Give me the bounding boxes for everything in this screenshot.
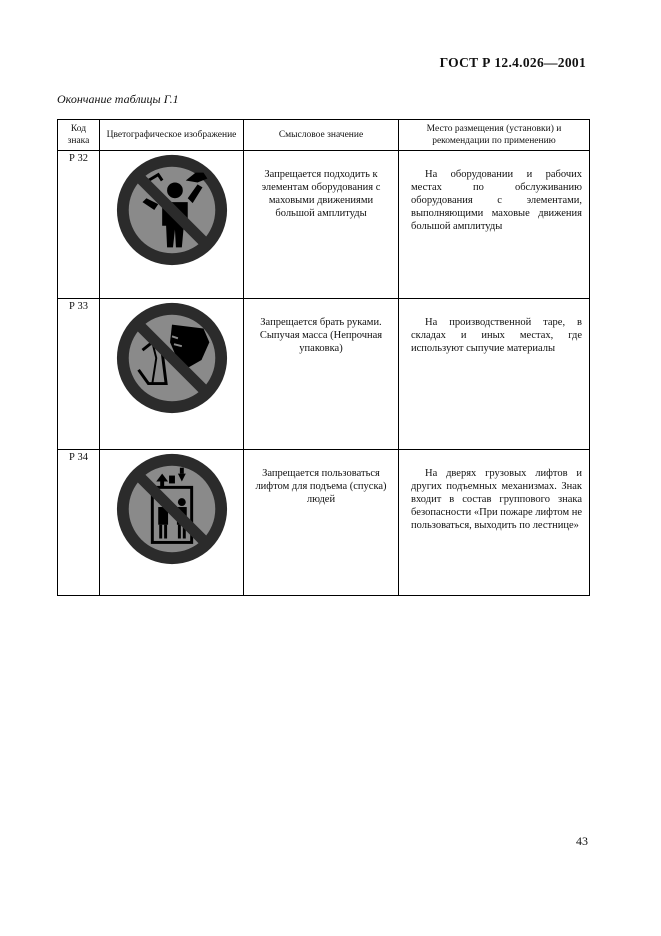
sign-placement: На оборудовании и рабочих местах по обслуживанию оборудования с элементами, выполняющими маховые движения большой амплитуды	[399, 151, 590, 299]
no-taking-by-hand-sign-icon	[113, 299, 231, 417]
no-approach-flywheel-sign-icon	[113, 151, 231, 269]
table-row	[58, 450, 590, 596]
sign-image-cell	[100, 151, 244, 299]
table-row	[58, 151, 590, 299]
column-header-meaning: Смысловое значение	[244, 120, 399, 151]
document-code: ГОСТ Р 12.4.026—2001	[439, 55, 586, 70]
no-elevator-sign-icon	[113, 450, 231, 568]
signs-table	[57, 119, 590, 596]
sign-image-cell	[100, 450, 244, 596]
column-header-placement: Место размещения (установки) и рекомендации по применению	[399, 120, 590, 151]
column-header-image: Цветографическое изображение	[100, 120, 244, 151]
sign-image-cell	[100, 299, 244, 450]
sign-meaning: Запрещается пользоваться лифтом для подъема (спуска) людей	[244, 450, 399, 596]
sign-code: Р 32	[58, 151, 100, 299]
table-header-row	[58, 120, 590, 151]
sign-placement: На производственной таре, в складах и иных местах, где используют сыпучие материалы	[399, 299, 590, 450]
sign-code: Р 34	[58, 450, 100, 596]
sign-meaning: Запрещается брать руками. Сыпучая масса (Непрочная упаковка)	[244, 299, 399, 450]
page-number: 43	[576, 834, 588, 848]
table-caption: Окончание таблицы Г.1	[57, 92, 179, 106]
sign-code: Р 33	[58, 299, 100, 450]
column-header-code: Код знака	[58, 120, 100, 151]
table-row	[58, 299, 590, 450]
sign-meaning: Запрещается подходить к элементам оборудования с маховыми движениями большой амплитуды	[244, 151, 399, 299]
sign-placement: На дверях грузовых лифтов и других подъемных механизмах. Знак входит в состав группового знака безопасности «При пожаре лифтом не пользоваться, выходить по лестнице»	[399, 450, 590, 596]
